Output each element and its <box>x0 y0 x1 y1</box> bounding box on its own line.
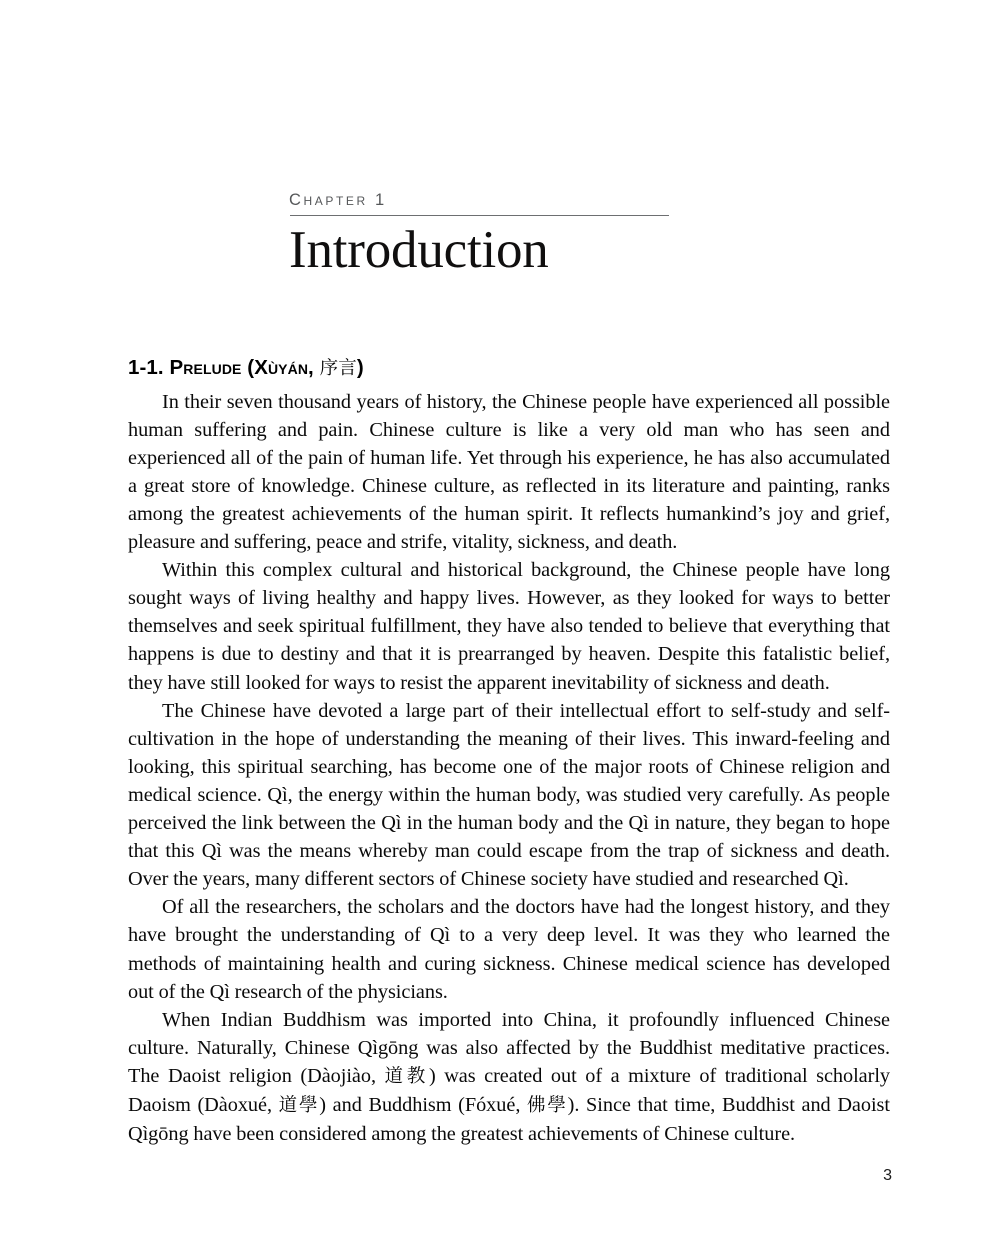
text-run: ) was created out of a mixture of traditional scholarly Daoism (Dàoxué, <box>128 1064 891 1116</box>
chapter-title: Introduction <box>289 220 549 279</box>
page-number: 3 <box>883 1167 892 1184</box>
section-heading <box>128 355 890 381</box>
paragraph <box>128 1006 890 1148</box>
section-title-roman: Prelude <box>169 356 242 379</box>
text-run: When Indian Buddhism was imported into China, it profoundly influenced Chinese culture. Naturally, Chinese Qìgōng was also affected by the Buddhist meditative practices. The Daoist religion (Dàojiào, <box>128 1008 890 1087</box>
section-title-hanzi: 序言 <box>319 358 357 379</box>
text-run: ) and Buddhism (Fóxué, <box>319 1093 528 1116</box>
chapter-label: Chapter 1 <box>289 191 387 209</box>
text-run: ). Since that time, Buddhist and Daoist Qìgōng have been considered among the greatest achievements of Chinese culture. <box>128 1093 890 1146</box>
section-number: 1-1. <box>128 356 164 379</box>
section-title-pinyin: (Xùyán, <box>247 356 314 379</box>
paragraph: Within this complex cultural and historical background, the Chinese people have long sought ways of living healthy and happy lives. However, as they looked for ways to better themselves and seek spiritual fulfillment, they have also tended to believe that everything that happens is due to destiny and that it is prearranged by heaven. Despite this fatalistic belief, they have still looked for ways to resist the apparent inevitability of sickness and death. <box>128 559 890 694</box>
hanzi-run: 道學 <box>278 1094 320 1116</box>
chapter-header <box>289 192 669 277</box>
hanzi-run: 佛學 <box>527 1094 568 1116</box>
paragraph: In their seven thousand years of history, the Chinese people have experienced all possible human suffering and pain. Chinese culture is like a very old man who has seen and experienced all of the pain of human life. Yet through his experience, he has also accumulated a great store of knowledge. Chinese culture, as reflected in its literature and painting, ranks among the greatest achievements of the human spirit. It reflects humankind’s joy and grief, pleasure and suffering, peace and strife, vitality, sickness, and death. <box>128 390 890 554</box>
paragraph: The Chinese have devoted a large part of their intellectual effort to self-study and self-cultivation in the hope of understanding the meaning of their lives. This inward-feeling and looking, this spiritual searching, has become one of the major roots of Chinese religion and medical science. Qì, the energy within the human body, was studied very carefully. As people perceived the link between the Qì in the human body and the Qì in nature, they began to hope that this Qì was the means whereby man could escape from the trap of sickness and death. Over the years, many different sectors of Chinese society have studied and researched Qì. <box>128 699 890 891</box>
hanzi-run: 道教 <box>384 1065 429 1087</box>
body-content <box>128 355 890 1148</box>
section-title-close-paren: ) <box>356 356 364 379</box>
paragraph: Of all the researchers, the scholars and the doctors have had the longest history, and they have brought the understanding of Qì to a very deep level. It was they who learned the methods of maintaining health and curing sickness. Chinese medical science has developed out of the Qì research of the physicians. <box>128 896 890 1003</box>
chapter-divider-rule <box>290 215 669 216</box>
